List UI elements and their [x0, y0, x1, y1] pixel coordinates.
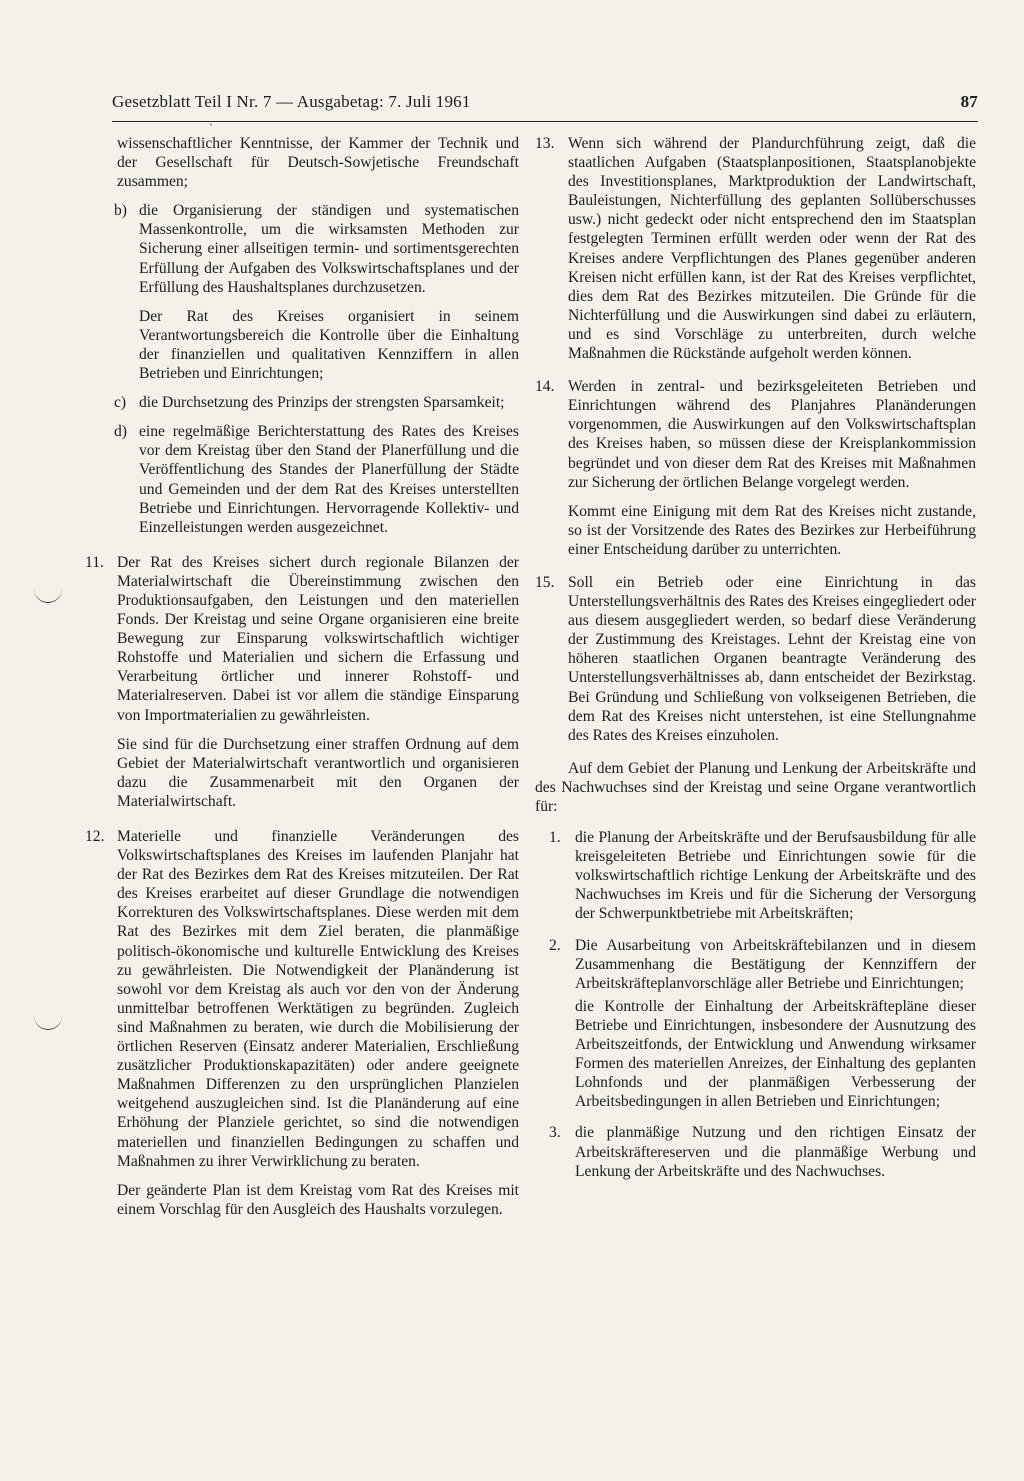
- list-item-number: 2.: [549, 936, 561, 954]
- paragraph-subparagraph: Sie sind für die Durchsetzung einer straffen Ordnung auf dem Gebiet der Materialwirtschaft verantwortlich und organisieren dazu die Zusammenarbeit mit den Organen der Materialwirtschaft.: [117, 735, 519, 810]
- list-item-number: 3.: [549, 1124, 561, 1142]
- item-subparagraph: Der Rat des Kreises organisiert in seinem Verantwortungsbereich die Kontrolle über die Einhaltung der finanziellen und qualitativen Kennziffern in allen Betrieben und Einrichtungen;: [139, 307, 519, 383]
- item-letter: d): [114, 423, 127, 441]
- header-rule: [112, 121, 978, 122]
- paragraph-subparagraph: Der geänderte Plan ist dem Kreistag vom Rat des Kreises mit einem Vorschlag für den Ausgleich des Haushalts vorzulegen.: [117, 1181, 519, 1218]
- margin-pencil-mark: [34, 586, 62, 603]
- paragraph-15: [535, 573, 976, 745]
- item-d: [85, 422, 519, 537]
- paragraph-number: 11.: [85, 553, 104, 571]
- item-b: [85, 201, 519, 383]
- item-text: die Organisierung der ständigen und systematischen Massenkontrolle, um die wirksamsten Methoden zur Sicherung einer allseitigen termin- und sortimentsgerechten Erfüllung der Aufgaben des Volkswirtschaftsplanes und der Erfüllung des Haushaltsplanes durchzusetzen.: [139, 202, 519, 296]
- paragraph-subparagraph: Kommt eine Einigung mit dem Rat des Kreises nicht zustande, so ist der Vorsitzende des Rates des Bezirkes zur Herbeiführung einer Entscheidung darüber zu unterrichten.: [568, 502, 976, 558]
- paragraph-text: Soll ein Betrieb oder eine Einrichtung in das Unterstellungsverhältnis des Rates des Kreises eingegliedert oder aus diesem ausgegliedert werden, so bedarf diese Veränderung der Zustimmung des Kreistages. Lehnt der Kreistag eine von höheren staatlichen Organen beantragte Veränderung des Unterstellungsverhältnisses ab, dann entscheidet der Bezirkstag. Bei Gründung und Schließung von volkseigenen Betrieben, die dem Rat des Kreises nicht unterstehen, ist eine Stellungnahme des Rates des Kreises einzuholen.: [568, 573, 976, 744]
- list-item-1: [535, 828, 976, 923]
- item-text: eine regelmäßige Berichterstattung des Rates des Kreises vor dem Kreistag über den Stand der Planerfüllung und die Veröffentlichung des Standes der Planerfüllung der Städte und Gemeinden und der dem Rat des Kreises unterstellten Betriebe und Einrichtungen. Hervorragende Kollektiv- und Einzelleistungen werden ausgezeichnet.: [139, 423, 519, 536]
- list-item-text: die Planung der Arbeitskräfte und der Berufsausbildung für alle kreisgeleiteten Betriebe und Einrichtungen sowie für die volkswirtschaftlich richtige Lenkung der Arbeitskräfte und des Nachwuchses im Kreis und für die Sicherung der Versorgung der Schwerpunktbetriebe mit Arbeitskräften;: [575, 829, 976, 923]
- list-item-3: [535, 1123, 976, 1180]
- list-item-text: Die Ausarbeitung von Arbeitskräftebilanzen und in diesem Zusammenhang die Bestätigung der Kennziffern der Arbeitskräfteplanvorschläge aller Betriebe und Einrichtungen;: [575, 936, 976, 992]
- paragraph-number: 12.: [85, 828, 105, 845]
- page-number: 87: [960, 92, 978, 111]
- list-item-2: [535, 936, 976, 1112]
- margin-pencil-mark: [34, 1013, 62, 1030]
- paragraph-text: Materielle und finanzielle Veränderungen des Volkswirtschaftsplanes des Kreises im laufenden Planjahr hat der Rat des Bezirkes dem Rat des Kreises mitzuteilen. Der Rat des Kreises erarbeitet auf dieser Grundlage die notwendigen Korrekturen des Volkswirtschaftsplanes. Diese werden mit dem Rat des Bezirkes mit dem Ziel beraten, die planmäßige politisch-ökonomische und kulturelle Entwicklung des Kreises zu gewährleisten. Die Notwendigkeit der Planänderung ist sowohl vor dem Kreistag als auch vor den von der Änderung unmittelbar betroffenen Werktätigen zu begründen. Zugleich sind Maßnahmen zu beraten, wie durch die Mobilisierung der örtlichen Reserven (Einsatz anderer Materialien, Erschließung zusätzlicher Produktionskapazitäten) oder andere geeignete Maßnahmen Differenzen zu den ursprünglichen Planzielen weitgehend auszugleichen sind. Ist die Planänderung auf eine Erhöhung der Planziele gerichtet, so sind die notwendigen materiellen und finanziellen Bedingungen zu schaffen und Maßnahmen zu ihrer Verwirklichung zu beraten.: [117, 828, 519, 1170]
- header-title: Gesetzblatt Teil I Nr. 7 — Ausgabetag: 7. Juli 1961: [112, 92, 471, 111]
- right-column: [535, 134, 976, 1193]
- paragraph-12: [85, 827, 519, 1219]
- paragraph-text: Werden in zentral- und bezirksgeleiteten Betrieben und Einrichtungen während des Planjahres Planänderungen vorgenommen, die Auswirkungen auf den Volkswirtschaftsplan des Kreises haben, so müssen diese der Kreisplankommission begründet und von dieser dem Rat des Kreises mit Maßnahmen zur Sicherung der örtlichen Belange vorgelegt werden.: [568, 378, 976, 491]
- continuation-paragraph: wissenschaftlicher Kenntnisse, der Kammer der Technik und der Gesellschaft für Deutsch-Sowjetische Freundschaft zusammen;: [117, 135, 519, 191]
- paragraph-number: 15.: [535, 573, 555, 591]
- list-item-text: die planmäßige Nutzung und den richtigen Einsatz der Arbeitskräftereserven und die planmäßige Werbung und Lenkung der Arbeitskräfte und des Nachwuchses.: [575, 1124, 976, 1180]
- list-item-subparagraph: die Kontrolle der Einhaltung der Arbeitskräftepläne dieser Betriebe und Einrichtungen, insbesondere der Ausnutzung des Arbeitszeitfonds, der Entwicklung und Anwendung wirksamer Formen des materiellen Anreizes, der Einhaltung des geplanten Lohnfonds und der planmäßigen Verbesserung der Arbeitsbedingungen in allen Betrieben und Einrichtungen;: [575, 997, 976, 1111]
- item-c: [85, 393, 519, 412]
- paragraph-number: 13.: [535, 135, 555, 152]
- left-column: [85, 134, 519, 1229]
- item-text: die Durchsetzung des Prinzips der strengsten Sparsamkeit;: [139, 394, 505, 412]
- paragraph-11: [85, 553, 519, 811]
- item-letter: b): [114, 202, 127, 220]
- margin-tick: ˋ: [209, 121, 213, 135]
- page-header: [112, 92, 978, 112]
- paragraph-text: Der Rat des Kreises sichert durch regionale Bilanzen der Materialwirtschaft die Übereinstimmung zwischen den Produktionsaufgaben, den Leistungen und den materiellen Fonds. Der Kreistag und seine Organe organisieren eine breite Bewegung zur Einsparung volkswirtschaftlich wichtiger Rohstoffe und Materialien und sichern die Erfassung und Verarbeitung örtlicher und innerer Rohstoff- und Materialreserven. Dabei ist vor allem die ständige Einsparung von Importmaterialien zu gewährleisten.: [117, 553, 519, 724]
- paragraph-14: [535, 377, 976, 559]
- list-item-number: 1.: [549, 829, 561, 847]
- paragraph-number: 14.: [535, 378, 555, 396]
- paragraph-text: Wenn sich während der Plandurchführung zeigt, daß die staatlichen Aufgaben (Staatsplanpositionen, Staatsplanobjekte des Investitionsplanes, Marktproduktion der Landwirtschaft, Bauleistungen, Nichterfüllung des geplanten Sollüberschusses usw.) nicht gedeckt oder nicht entsprechend den im Staatsplan festgelegten Terminen erfüllt werden oder wenn der Rat des Kreises andere Verpflichtungen des Planes gegenüber anderen Kreisen nicht erfüllen kann, ist der Rat des Kreises verpflichtet, dies dem Rat des Bezirkes mitzuteilen. Die Gründe für die Nichterfüllung und die Auswirkungen sind dabei zu erläutern, und es sind Vorschläge zu unterbreiten, durch welche Maßnahmen die Rückstände aufgeholt werden können.: [568, 135, 976, 363]
- intro-paragraph: Auf dem Gebiet der Planung und Lenkung der Arbeitskräfte und des Nachwuchses sind der Kreistag und seine Organe verantwortlich für:: [535, 759, 976, 815]
- paragraph-13: [535, 134, 976, 363]
- item-letter: c): [114, 394, 127, 412]
